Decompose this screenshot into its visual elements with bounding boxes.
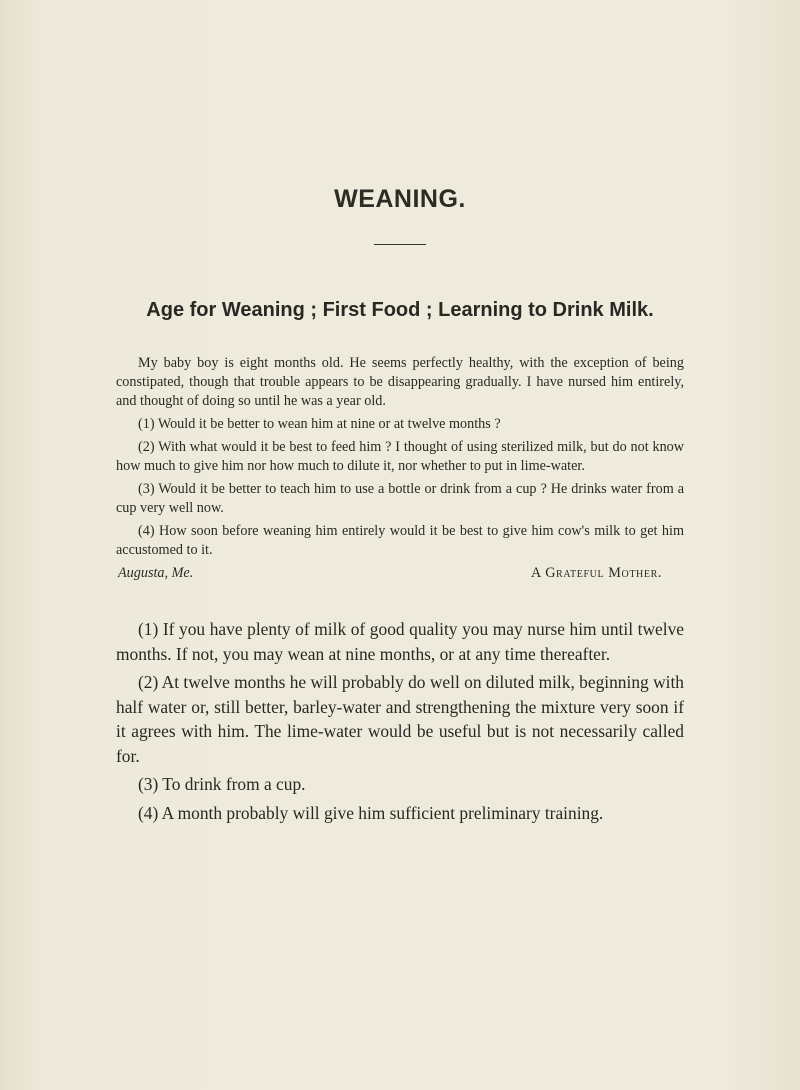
answer-3: (3) To drink from a cup. <box>138 774 306 794</box>
letter-signoff <box>116 564 684 583</box>
article-heading: Age for Weaning ; First Food ; Learning to Drink Milk. <box>146 299 654 321</box>
answer-2: (2) At twelve months he will probably do well on diluted milk, beginning with half water or, still better, barley-water and strengthening the mixture very soon if it agrees with him. The lime-water would be useful but is not necessarily called for. <box>116 672 684 766</box>
reader-letter <box>116 354 684 583</box>
letter-paragraph: My baby boy is eight months old. He seems perfectly healthy, with the exception of being constipated, though that trouble appears to be disappearing gradually. I have nursed him entirely, and thought of doing so until he was a year old. <box>116 355 684 409</box>
title-rule <box>374 244 426 245</box>
section-title: WEANING. <box>334 185 466 213</box>
answer-1: (1) If you have plenty of milk of good quality you may nurse him until twelve months. If not, you may wean at nine months, or at any time thereafter. <box>116 619 684 664</box>
editor-answer <box>116 617 684 829</box>
letter-place: Augusta, Me. <box>118 565 194 581</box>
letter-question-1: (1) Would it be better to wean him at nine or at twelve months ? <box>138 416 501 432</box>
letter-question-3: (3) Would it be better to teach him to use a bottle or drink from a cup ? He drinks water from a cup very well now. <box>116 481 684 516</box>
letter-question-2: (2) With what would it be best to feed him ? I thought of using sterilized milk, but do not know how much to give him nor how much to dilute it, nor whether to put in lime-water. <box>116 439 684 474</box>
answer-4: (4) A month probably will give him sufficient preliminary training. <box>138 802 604 823</box>
letter-signature: A Grateful Mother. <box>531 565 662 581</box>
letter-question-4: (4) How soon before weaning him entirely would it be best to give him cow's milk to get him accustomed to it. <box>116 523 684 558</box>
